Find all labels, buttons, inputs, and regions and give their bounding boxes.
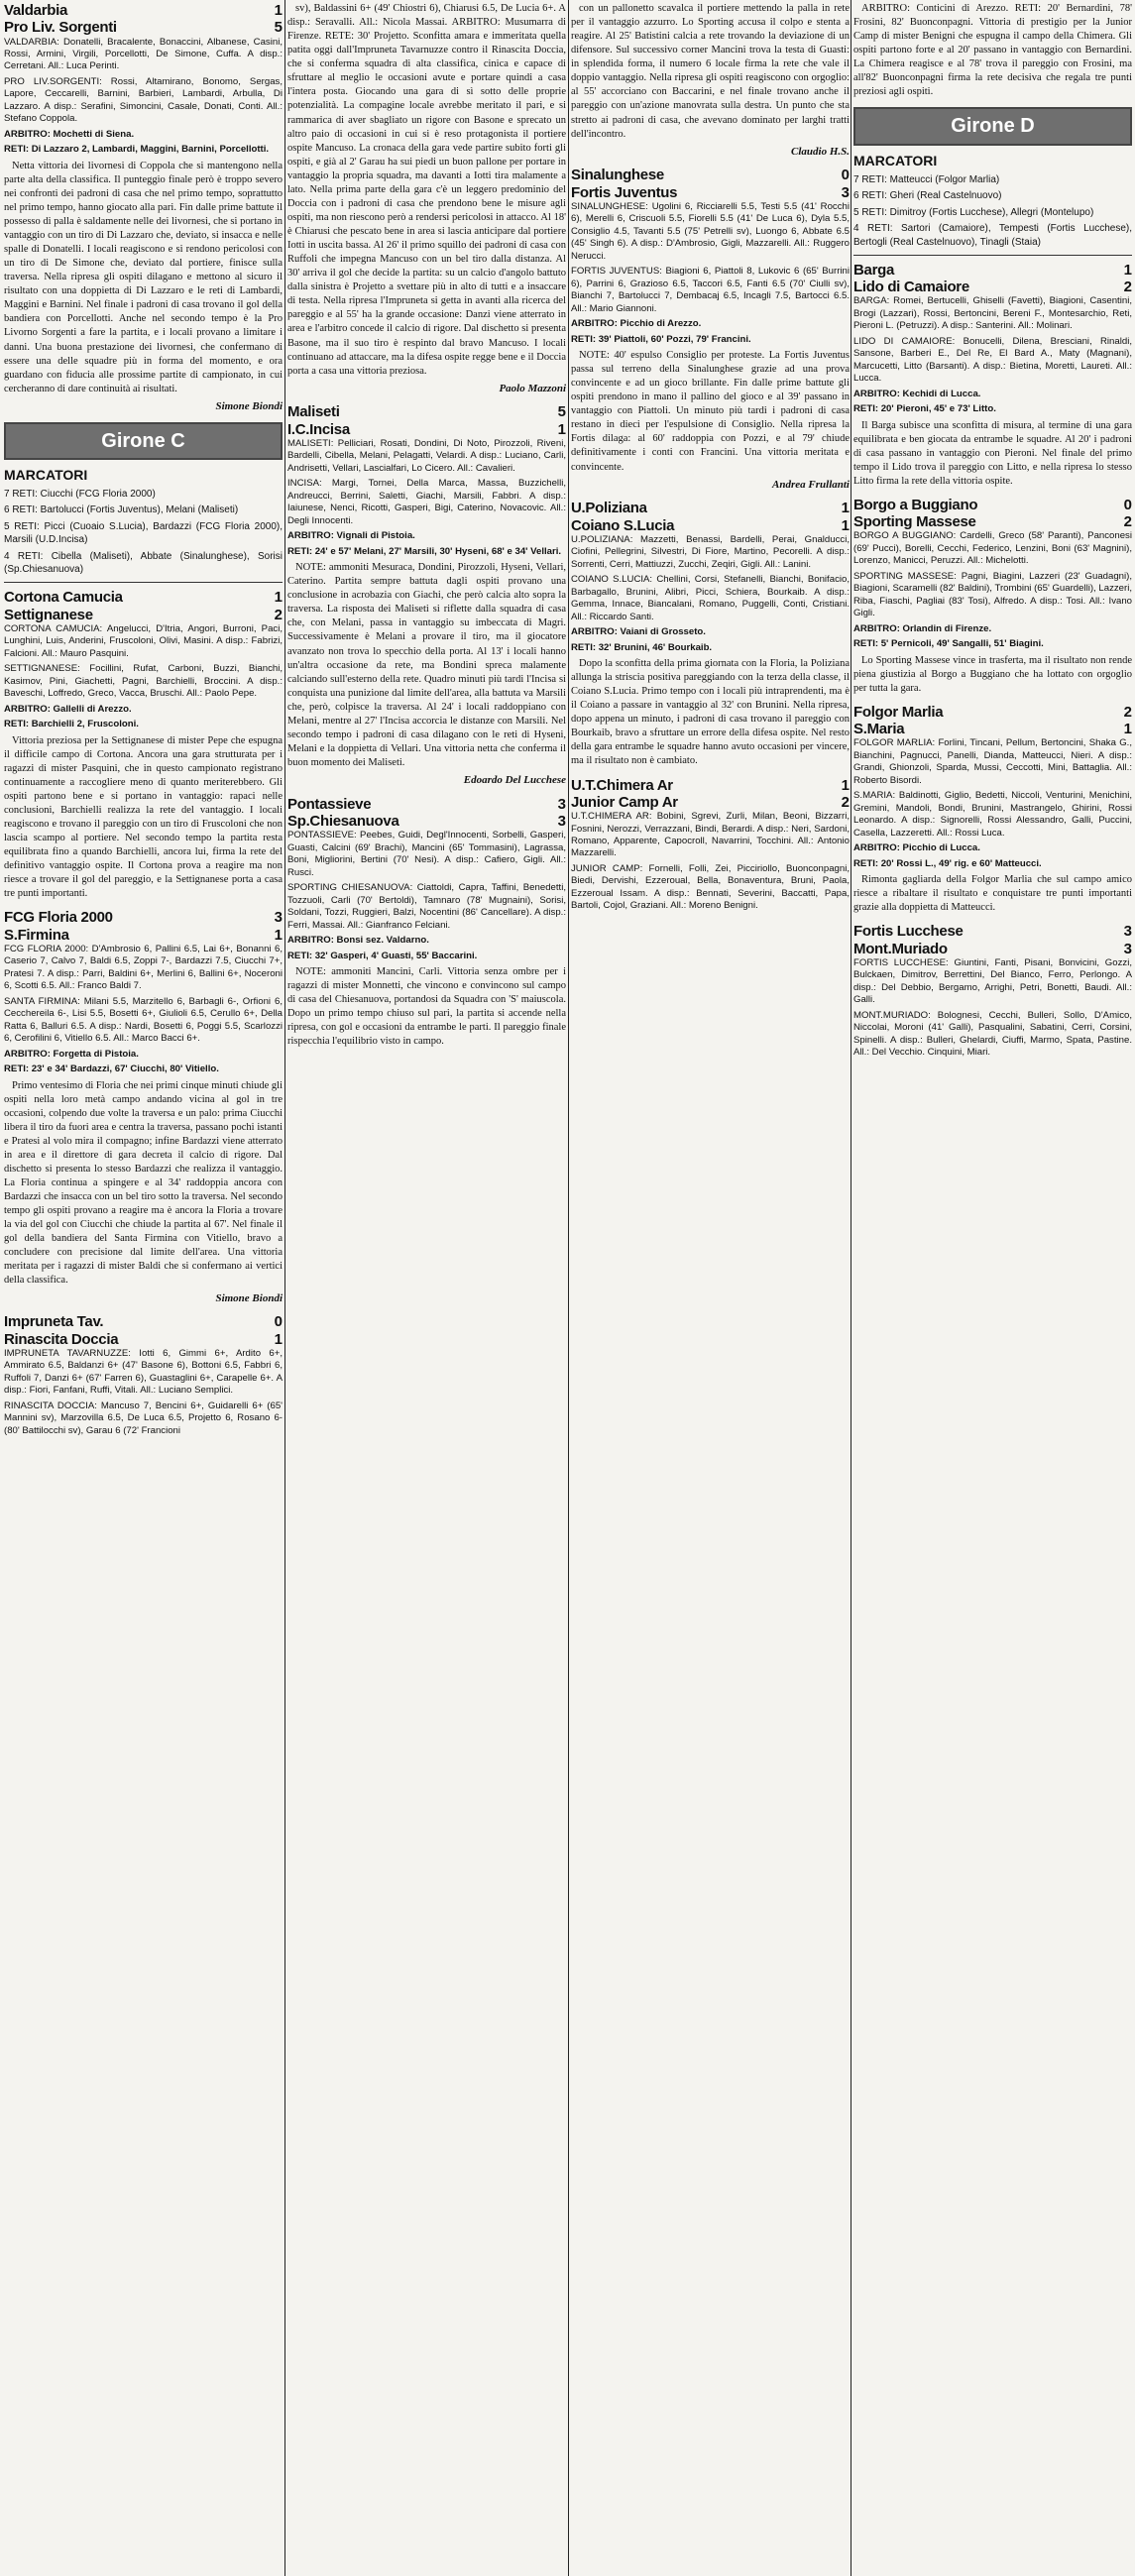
- away-team: Sporting Massese: [853, 513, 976, 531]
- home-team: Cortona Camucia: [4, 589, 123, 607]
- goals-line: RETI: 5' Pernicoli, 49' Sangalli, 51' Biagini.: [853, 638, 1044, 650]
- referee-line: ARBITRO: Gallelli di Arezzo.: [4, 703, 132, 715]
- away-lineup: RINASCITA DOCCIA: Mancuso 7, Bencini 6+, Guidarelli 6+ (65' Mannini sv), Marzovilla 6.5, De Luca 6.5, Projetto 6, Rosano 6- (80' Battilocchi sv), Garau 6 (72' Francioni: [4, 1400, 283, 1436]
- scorer-line: 6 RETI: Gheri (Real Castelnuovo): [853, 190, 1002, 202]
- home-team: Borgo a Buggiano: [853, 496, 978, 513]
- article-body: NOTE: ammoniti Mesuraca, Dondini, Pirozzoli, Hyseni, Vellari, Caterino. Partita sempre battuta dagli ospiti provano una conclusione in acrobazia con Giachi, che però calcia alto sopra la traversa. La risposta dei Maliseti si riflette dalla squadra di casa che, con Melani, passa in vantaggio su imbeccata di Magri. Successivamente è Melani a provare il tiro, ma il giocatore avanzato non trova lo specchio della porta. Al 13' i locali hanno un'altra occasione da rete, ma Bondini spreca malamente calciando sull'esterno della rete. Quadro minuti più tardi l'Incisa si conquista una punizione dal limite dell'area, alla battuta va Marsili che, però, colpisce la traversa. Al 24' i locali raddoppiano con Melani, mentre al 27' l'Incisa accorcia le distanze con Marsili. Nel secondo tempo i padroni di casa dilagano con le reti di Hyseni, Melani e la doppietta di Vellari. Una vittoria netta che conferma il buon momento dei Maliseti.: [287, 562, 566, 769]
- article-body: sv), Baldassini 6+ (49' Chiostri 6), Chiarusi 6.5, De Lucia 6+. A disp.: Seravalli. All.: Nicola Massai. ARBITRO: Musumarra di Firenze. RETE: 30' Projetto. Sconfitta amara e immeritata quella patita oggi dall'Impruneta Tavarnuzze contro il Rinascita Doccia, che si conferma squadra di alta classifica, cinica e capace di sfruttare al meglio le occasioni avute e portare quindi a casa l'intera posta. Giocando una gara di sì sotto delle proprie potenzialità. La compagine locale avrebbe meritato il pari, e si rammarica di aver sbagliato un rigore con Basone e sprecato un altro paio di occasioni in cui si è reso protagonista il portiere ospite Mancuso. La cronaca della gara vede partire subito forti gli ospiti, e già al 2' Garau ha sui piedi un buon pallone per portare in vantaggio la propria squadra, ma davanti a Iotti tira malamente a lato. Nella prima parte della gara c'è un leggero predominio del Doccia con i padroni di casa che prendono bene le misure agli ospiti, ma non riescono però a rendersi pericolosi in attacco. Al 18' è Chiarusi che pescato bene in area si lascia anticipare dal portiere Iotti in uscita bassa. Al 26' il primo squillo dei padroni di casa con Ruffoli che impegna Mancuso con un bel tiro dalla distanza. Al 30' arriva il gol che decide la partita: su un calcio d'angolo battuto dalla sinistra è Projetto a svettare più in alto di tutti e a insaccare di testa. Nella ripresa l'Impruneta si getta in avanti alla ricerca del pareggio e al 55' ha la grande occasione: Danzi viene atterrato in area e l'arbitro concede il calcio di rigore. Dal dischetto si presenta Basone, ma il suo tiro è respinto dal bravo Mancuso. I locali continuano ad attaccare, ma la difesa ospite regge bene e il Doccia porta a casa una vittoria preziosa.: [287, 3, 566, 377]
- column-3: [571, 0, 850, 2576]
- scoreline-away: [4, 607, 283, 623]
- away-team: Mont.Muriado: [853, 940, 948, 957]
- away-score: 1: [274, 1330, 283, 1348]
- scorer-line: 7 RETI: Matteucci (Folgor Marlia): [853, 173, 1000, 185]
- away-team: Rinascita Doccia: [4, 1330, 119, 1348]
- article-byline: Simone Biondi: [215, 1291, 283, 1304]
- away-score: 3: [1123, 940, 1132, 957]
- scoreline-home: [287, 796, 566, 813]
- scorer-line: 5 RETI: Dimitroy (Fortis Lucchese), Allegri (Montelupo): [853, 206, 1094, 218]
- home-team: Barga: [853, 261, 895, 279]
- match-report: [853, 497, 1132, 696]
- scoreline-home: [853, 262, 1132, 279]
- match-report: [571, 167, 850, 492]
- home-team: Pontassieve: [287, 795, 372, 813]
- away-team: S.Firmina: [4, 926, 69, 944]
- scorers-title: MARCATORI: [4, 467, 88, 484]
- home-lineup: BARGA: Romei, Bertucelli, Ghiselli (Favetti), Biagioni, Casentini, Brogi (Lazzari), Rossi, Bertoncini, Bereni F., Montesarchio, Reti, Pieroni L. (Petruzzi). A disp.: Santerini. All.: Molinari.: [853, 295, 1132, 332]
- away-team: Lido di Camaiore: [853, 279, 969, 296]
- away-lineup: SANTA FIRMINA: Milani 5.5, Marzitello 6, Barbagli 6-, Orfioni 6, Cecchereila 6-, Lisi 5.5, Bosetti 6+, Giulioli 6.5, Cerullo 6+, Della Ratta 6, Balluri 6.5. A disp.: Nardi, Bosetti 6, Poggi 5.5, Scarlozzi 6, Cerofilini 6, Vitiello 6.5. All.: Marco Bacci 6+.: [4, 995, 283, 1045]
- away-lineup: FORTIS JUVENTUS: Biagioni 6, Piattoli 8, Lukovic 6 (65' Burrini 6), Parrini 6, Grazioso 6.5, Taccori 6.5, Fanti 6.5 (70' Ciulli sv), Bianchi 7, Bartolucci 7, Dembacaj 6.5, Incagli 7.5, Bartocci 6.5. All.: Mario Giannoni.: [571, 266, 850, 314]
- article-body: Rimonta gagliarda della Folgor Marlia che sul campo amico riesce a ribaltare il risultato e conquistare tre punti importanti grazie alla doppietta di Matteucci.: [853, 874, 1132, 914]
- scoreline-home: [853, 923, 1132, 940]
- article-body: NOTE: 40' espulso Consiglio per proteste. La Fortis Juventus passa sul terreno della Sinalunghese grazie ad una prova convincente e ad un gioco brillante. Fin dalle prime battute gli ospiti prendono in mano il pallino del gioco e al 39' passano in vantaggio con Piattoli. Un minuto più tardi i padroni di casa restano in dieci per l'espulsione di Consiglio. Nella ripresa la Fortis dilaga: al 60' raddoppia con Pozzi, e al 79' chiude definitivamente i conti con Francini. Una vittoria meritata e convincente.: [571, 350, 850, 473]
- article-byline: Simone Biondi: [215, 399, 283, 412]
- match-report: [571, 500, 850, 768]
- article-body: Dopo la sconfitta della prima giornata con la Floria, la Poliziana allunga la striscia positiva pareggiando con la terza della classe, il Coiano S.Lucia. Primo tempo con i locali più intraprendenti, ma è il Coiano a passare in vantaggio al 32' con Brunini. Nella ripresa, dopo appena un minuto, i padroni di casa trovano il pareggio con Bourkaib, bravo a sfruttare un errore della difesa ospite. Nel resto della gara entrambe le squadre hanno avuto occasioni per vincere, ma il risultato non è cambiato.: [571, 658, 850, 767]
- away-score: 1: [1123, 721, 1132, 738]
- away-lineup: SPORTING CHIESANUOVA: Ciattoldi, Capra, Taffini, Benedetti, Tozzuoli, Carli (70' Bertoldi), Tamnaro (78' Mugnaini), Sorisi, Soldani, Tozzi, Ruggieri, Balzi, Nocentini (86' Cancellare). A disp.: Ferri, Massai. All.: Gianfranco Felciani.: [287, 882, 566, 931]
- away-team: Junior Camp Ar: [571, 793, 678, 811]
- home-score: 3: [1123, 923, 1132, 941]
- referee-line: ARBITRO: Bonsi sez. Valdarno.: [287, 935, 429, 947]
- separator-rule: [853, 255, 1132, 256]
- scoreline-home: [853, 497, 1132, 513]
- home-lineup: CORTONA CAMUCIA: Angelucci, D'Itria, Angori, Burroni, Paci, Lunghini, Luis, Anderini, Fruscoloni, Olivi, Masini. A disp.: Fabrizi, Falcioni. All.: Mauro Pasquini.: [4, 622, 283, 659]
- away-lineup: JUNIOR CAMP: Fornelli, Folli, Zei, Picciriollo, Buonconpagni, Biedi, Dervishi, Ezzeroual, Bella, Bonaventura, Bruni, Paola, Ezzeroual Issam. A disp.: Bennati, Severini, Baccatti, Papa, Bartoli, Cojol, Graziani. All.: Moreno Benigni.: [571, 862, 850, 912]
- article-continuation: [287, 2, 566, 395]
- home-score: 1: [274, 2, 283, 19]
- scoreline-away: [571, 794, 850, 811]
- home-score: 5: [557, 403, 566, 421]
- home-lineup: BORGO A BUGGIANO: Cardelli, Greco (58' Paranti), Panconesi (69' Pucci), Borelli, Cecchi, Federico, Lenzini, Boni (63' Magnini), Lorenzo, Manicci, Peruzzi. All.: Michelotti.: [853, 530, 1132, 567]
- scoreline-away: [571, 517, 850, 534]
- home-score: 0: [274, 1313, 283, 1331]
- goals-line: RETI: 24' e 57' Melani, 27' Marsili, 30' Hyseni, 68' e 34' Vellari.: [287, 545, 562, 557]
- column-2: [287, 0, 566, 2576]
- away-team: Sp.Chiesanuova: [287, 813, 399, 831]
- match-report: [4, 2, 283, 414]
- goals-line: RETI: Di Lazzaro 2, Lambardi, Maggini, Barnini, Porcellotti.: [4, 144, 270, 156]
- home-team: Impruneta Tav.: [4, 1313, 104, 1331]
- match-report: [4, 1313, 283, 1437]
- article-body: ARBITRO: Conticini di Arezzo. RETI: 20' Bernardini, 78' Frosini, 82' Buonconpagni. Vittoria di prestigio per la Junior Camp di mister Benigni che espugna il campo della Chimera. Gli ospiti partono forte e al 20' passano in vantaggio con Bernardini. La Chimera reagisce e al 78' trova il pareggio con Frosini, ma all'82' Buonconpagni firma la rete decisiva che regala tre punti preziosi agli ospiti.: [853, 3, 1132, 98]
- goals-line: RETI: 32' Brunini, 46' Bourkaib.: [571, 641, 713, 653]
- article-body: Il Barga subisce una sconfitta di misura, al termine di una gara equilibrata e ben giocata da entrambe le squadre. Al 20' i padroni di casa passano in vantaggio con Pieroni. Nel finale del primo tempo il Lido trova il pareggio con Litto, e nella ripresa lo stesso Litto firma la rete della vittoria ospite.: [853, 419, 1132, 487]
- away-score: 3: [557, 813, 566, 831]
- home-score: 1: [841, 776, 850, 794]
- match-report: [853, 923, 1132, 1059]
- home-team: Fortis Lucchese: [853, 923, 964, 941]
- home-team: U.Poliziana: [571, 500, 647, 517]
- match-report: [853, 704, 1132, 915]
- scoreline-home: [287, 403, 566, 420]
- away-team: I.C.Incisa: [287, 420, 350, 438]
- home-team: Valdarbia: [4, 2, 68, 19]
- scoreline-home: [4, 1313, 283, 1330]
- away-score: 2: [274, 606, 283, 623]
- scoreline-away: [853, 279, 1132, 295]
- away-lineup: MONT.MURIADO: Bolognesi, Cecchi, Bulleri, Sollo, D'Amico, Niccolai, Moroni (41' Galli), Pasqualini, Sabatini, Cerri, Corsini, Spinelli. A disp.: Bulleri, Ghelardi, Ciuffi, Marmo, Spata, Pastine. All.: Del Vecchio. Cinquini, Miari.: [853, 1009, 1132, 1059]
- goals-line: RETI: 23' e 34' Bardazzi, 67' Ciucchi, 80' Vitiello.: [4, 1064, 219, 1075]
- home-lineup: IMPRUNETA TAVARNUZZE: Iotti 6, Gimmi 6+, Ardito 6+, Ammirato 6.5, Baldanzi 6+ (47' Basone 6), Bottoni 6.5, Fabbri 6, Ruffoli 7, Danzi 6+ (67' Farren 6), Guastaglini 6+, Carapelle 6+. A disp.: Fiori, Fanfani, Ruffi, Vitali. All.: Luciano Semplici.: [4, 1347, 283, 1397]
- scorer-line: 7 RETI: Ciucchi (FCG Floria 2000): [4, 489, 156, 501]
- away-lineup: S.MARIA: Baldinotti, Giglio, Bedetti, Niccoli, Venturini, Menichini, Gremini, Mandoli, Bondi, Brunini, Mastrangelo, Ghirini, Rossi Leonardo. A disp.: Signorelli, Rossi Alessandro, Galli, Puccini, Casella, Lazzeretti. All.: Rossi Luca.: [853, 790, 1132, 839]
- match-report: [4, 909, 283, 1305]
- article-body: NOTE: ammoniti Mancini, Carli. Vittoria senza ombre per i ragazzi di mister Monnetti, che vincono e convincono sul campo di casa del Chiesanuova, portandosi da Squadra con 'S' maiuscola. Dopo un primo tempo chiuso sul pari, la partita si accende nella ripresa, con gol e occasioni da entrambe le parti. Il pareggio finale rispecchia l'equilibrio visto in campo.: [287, 966, 566, 1048]
- home-score: 0: [1123, 496, 1132, 513]
- article-body: Primo ventesimo di Floria che nei primi cinque minuti chiude gli ospiti nella loro metà campo andando vicina al gol in tre occasioni, colpendo due volte la traversa e un palo: prima Ciucchi libera il tiro da fuori area e centra la traversa, passano pochi istanti e Pratesi al volo mira il compagno; infine Bardazzi viene atterrato in area e il direttore di gara decreta il calcio di rigore. Dal dischetto si presenta lo stesso Bardazzi che realizza il vantaggio. La Floria continua a spingere e al 34' raddoppia ancora con Bardazzi che insacca con un bel tiro sotto la traversa. Nel secondo tempo gli ospiti provano a reagire ma è ancora la Floria a trovare la via del gol con Ciucchi che chiude la partita al 67'. Nel finale il gol della bandiera del Santa Firmina con Vitiello, bravo a concludere con precisione dal limite dell'area. Una vittoria meritata per i ragazzi di mister Baldi che si confermano ai vertici della classifica.: [4, 1079, 283, 1287]
- article-body: Netta vittoria dei livornesi di Coppola che si mantengono nella parte alta della classifica. Il punteggio finale però è troppo severo nei confronti dei padroni di casa che nel primo tempo, soprattutto nel primo tempo, hanno giocato alla pari. Fin dalle prime battute il possesso di palla è saldamente nelle dei livornesi, che si portano in vantaggio con un tiro di Di Lazzaro che, deviato, si insacca e nelle spalle di Donatelli. I locali reagiscono e si rendono pericolosi con un tiro di De Simone che, deviato dal portiere, finisce sulla traversa. Nella ripresa gli ospiti dilagano e mettono al sicuro il risultato con una doppietta di Di Lazzaro e le reti di Lambardi, Maggini e Barnini. Nel finale i padroni di casa trovano il gol della bandiera con Porcellotti. Anche nel secondo tempo è la Pro Livorno Sorgenti a fare la partita, e i locali provano a limitare i danni. Una buona prestazione dei livornesi, che confermano di essere una delle squadre più in forma del momento, e ora guardano con fiducia alle prossime partite di campionato, in cui cercheranno di dare continuità ai risultati.: [4, 160, 283, 394]
- home-lineup: U.POLIZIANA: Mazzetti, Benassi, Bardelli, Perai, Gnalducci, Ciofini, Pellegrini, Silvestri, Di Fiore, Martino, Pecorelli. A disp.: Sorrenti, Cerri, Mattiuzzi, Zucchi, Zeqiri, Gigli. All.: Lanini.: [571, 533, 850, 570]
- home-score: 1: [274, 589, 283, 607]
- article-continuation: [571, 2, 850, 159]
- home-score: 3: [274, 909, 283, 927]
- match-report: [4, 589, 283, 901]
- away-lineup: SETTIGNANESE: Focillini, Rufat, Carboni, Buzzi, Bianchi, Kasimov, Pini, Giachetti, Pagni, Barchielli, Broccini. A disp.: Baveschi, Loffredo, Greco, Vacca, Bruschi. All.: Paolo Pepe.: [4, 663, 283, 700]
- referee-line: ARBITRO: Orlandin di Firenze.: [853, 622, 992, 634]
- referee-line: ARBITRO: Kechidi di Lucca.: [853, 388, 981, 399]
- away-team: Fortis Juventus: [571, 183, 678, 201]
- match-report: [853, 262, 1132, 489]
- scoreline-away: [853, 513, 1132, 530]
- away-team: Coiano S.Lucia: [571, 516, 675, 534]
- column-4: [853, 0, 1132, 2576]
- home-score: 0: [841, 167, 850, 184]
- scorers-title: MARCATORI: [853, 153, 938, 169]
- scorer-line: 4 RETI: Sartori (Camaiore), Tempesti (Fortis Lucchese), Bertogli (Real Castelnuovo), Tinagli (Staia): [853, 223, 1132, 248]
- away-score: 2: [1123, 279, 1132, 296]
- match-report: [287, 796, 566, 1050]
- article-byline: Andrea Frullanti: [772, 478, 850, 491]
- separator-rule: [4, 582, 283, 583]
- away-lineup: SPORTING MASSESE: Pagni, Biagini, Lazzeri (23' Guadagni), Biagioni, Scaramelli (82' Baldini), Trombini (65' Guardelli), Lazzeri, Riba, Fiaschi, Pagliai (83' Tosi), Alfredo. A disp.: Tosi. All.: Ivano Gigli.: [853, 570, 1132, 619]
- scorers-box: [4, 466, 283, 576]
- goals-line: RETI: 39' Piattoli, 60' Pozzi, 79' Francini.: [571, 333, 751, 345]
- scoreline-home: [571, 167, 850, 183]
- home-lineup: MALISETI: Pelliciari, Rosati, Dondini, Di Noto, Pirozzoli, Riveni, Bardelli, Cibella, Melani, Pelagatti, Velardi. A disp.: Luciano, Carli, Andrisetti, Vellari, Lascialfari, Lo Cicero. All.: Cavalieri.: [287, 437, 566, 474]
- scoreline-away: [853, 941, 1132, 957]
- article-byline: Paolo Mazzoni: [499, 382, 566, 394]
- article-byline: Edoardo Del Lucchese: [463, 774, 566, 787]
- referee-line: ARBITRO: Picchio di Arezzo.: [571, 318, 702, 330]
- group-banner: Girone C: [4, 422, 283, 461]
- scoreline-away: [571, 184, 850, 201]
- column-1: [4, 0, 283, 2576]
- scorer-line: 6 RETI: Bartolucci (Fortis Juventus), Melani (Maliseti): [4, 504, 239, 516]
- article-continuation: [853, 2, 1132, 99]
- article-body: Vittoria preziosa per la Settignanese di mister Pepe che espugna il difficile campo di Cortona. Ancora una gara strutturata per i ragazzi di mister Pasquini, che in questo campionato registrano continuamente a raccogliere meno di quanto meriterebbero. Gli ospiti partono bene e si portano in vantaggio: rapaci nelle conclusioni, Barchielli realizza la rete del vantaggio. I locali reagiscono e trovano il pareggio con un tiro di Fruscoloni che non lascia scampo al portiere. Nel secondo tempo la partita resta equilibrata fino a quando Barchielli, ancora lui, firma la rete del definitivo vantaggio ospite. Il Cortona prova a reagire ma non riesce a trovare il gol del pareggio, e la Settignanese porta a casa tre punti importanti.: [4, 734, 283, 900]
- away-score: 3: [841, 183, 850, 201]
- away-lineup: PRO LIV.SORGENTI: Rossi, Altamirano, Bonomo, Sergas, Lapore, Ceccarelli, Barnini, Barbieri, Lambardi, Arbulla, Di Lazzaro. A disp.: Serafini, Simoncini, Casale, Donati, Conti. All.: Stefano Coppola.: [4, 75, 283, 125]
- home-team: Folgor Marlia: [853, 703, 944, 721]
- scoreline-home: [4, 2, 283, 19]
- goals-line: RETI: 20' Rossi L., 49' rig. e 60' Matteucci.: [853, 857, 1042, 869]
- article-body: Lo Sporting Massese vince in trasferta, ma il risultato non rende piena giustizia al Borgo a Buggiano che ha lottato con orgoglio per tutta la gara.: [853, 654, 1132, 694]
- away-team: Settignanese: [4, 606, 93, 623]
- referee-line: ARBITRO: Vignali di Pistoia.: [287, 530, 415, 542]
- column-divider: [284, 0, 285, 2576]
- home-lineup: FCG FLORIA 2000: D'Ambrosio 6, Pallini 6.5, Lai 6+, Bonanni 6, Caserio 7, Calvo 7, Baldi 6.5, Zoppi 7-, Bardazzi 7.5, Ciucchi 7+, Pratesi 7. A disp.: Parri, Baldini 6+, Merlini 6, Ballini 6+, Noceroni 6, Scotti 6.5. All.: Franco Baldi 7.: [4, 943, 283, 992]
- scorers-box: [853, 152, 1132, 249]
- home-lineup: FOLGOR MARLIA: Forlini, Tincani, Pellum, Bertoncini, Shaka G., Bianchini, Pagnucci, Panelli, Dianda, Matteucci, Nieri. A disp.: Grandi, Ghionzoli, Sparda, Mussi, Ceccotti, Mini, Battaglia. All.: Roberto Bisordi.: [853, 737, 1132, 786]
- scoreline-home: [853, 704, 1132, 721]
- away-score: 2: [841, 793, 850, 811]
- away-team: Pro Liv. Sorgenti: [4, 19, 117, 37]
- away-score: 1: [557, 420, 566, 438]
- scoreline-away: [853, 721, 1132, 737]
- column-divider: [568, 0, 569, 2576]
- referee-line: ARBITRO: Forgetta di Pistoia.: [4, 1048, 139, 1060]
- home-team: U.T.Chimera Ar: [571, 776, 673, 794]
- goals-line: RETI: Barchielli 2, Fruscoloni.: [4, 719, 139, 730]
- scoreline-away: [4, 1331, 283, 1348]
- scoreline-home: [571, 777, 850, 794]
- referee-line: ARBITRO: Vaiani di Grosseto.: [571, 626, 706, 638]
- home-score: 3: [557, 795, 566, 813]
- home-score: 2: [1123, 703, 1132, 721]
- scoreline-away: [287, 421, 566, 438]
- home-lineup: U.T.CHIMERA AR: Bobini, Sgrevi, Zurli, Milan, Beoni, Bizzarri, Fosnini, Nerozzi, Verrazzani, Bindi, Berardi. A disp.: Neri, Sardoni, Romano, Apparente, Capocroll, Navarrini, Tocchini. All.: Antonio Mazzarelli.: [571, 811, 850, 859]
- away-score: 1: [841, 516, 850, 534]
- home-lineup: SINALUNGHESE: Ugolini 6, Ricciarelli 5.5, Testi 5.5 (41' Rocchi 6), Merelli 6, Criscuoli 5.5, Fiorelli 5.5 (41' De Luca 6), Dyla 5.5, Consiglio 4.5, Tavanti 5.5 (75' Petrelli sv), Luongo 6, Abbate 6.5 (45' Singh 6). A disp.: D'Ambrosio, Gigli, Mazzarelli. All.: Ruggero Nerucci.: [571, 200, 850, 262]
- scoreline-home: [571, 500, 850, 516]
- home-team: Maliseti: [287, 403, 340, 421]
- scoreline-away: [4, 19, 283, 36]
- match-report: [571, 777, 850, 913]
- home-score: 1: [1123, 261, 1132, 279]
- home-lineup: FORTIS LUCCHESE: Giuntini, Fanti, Pisani, Bonvicini, Gozzi, Bulckaen, Dimitrov, Berrettini, Del Bianco, Ferro, Perlongo. A disp.: Del Debbio, Bergamo, Arrighi, Petri, Bonetti, Baudi. All.: Galli.: [853, 956, 1132, 1006]
- away-score: 1: [274, 926, 283, 944]
- away-lineup: COIANO S.LUCIA: Chellini, Corsi, Stefanelli, Bianchi, Bonifacio, Barbagallo, Brunini, Alibri, Picci, Schiera, Bourkaib. A disp.: Gemma, Innace, Biancalani, Romano, Puggelli, Conti, Cristiani. All.: Riccardo Santi.: [571, 574, 850, 622]
- home-lineup: PONTASSIEVE: Peebes, Guidi, Degl'Innocenti, Sorbelli, Gasperi, Guasti, Calcini (69' Brachi), Mancini (65' Tommasini), Lagrassa, Boni, Migliorini, Bertini (70' Nesi). A disp.: Cafiero, Gigli. All.: Rusci.: [287, 830, 566, 878]
- scoreline-home: [4, 909, 283, 926]
- referee-line: ARBITRO: Picchio di Lucca.: [853, 842, 980, 854]
- goals-line: RETI: 32' Gasperi, 4' Guasti, 55' Baccarini.: [287, 950, 478, 961]
- away-score: 5: [274, 19, 283, 37]
- group-banner: Girone D: [853, 107, 1132, 146]
- scoreline-away: [287, 813, 566, 830]
- home-team: FCG Floria 2000: [4, 909, 113, 927]
- scorer-line: 5 RETI: Picci (Cuoaio S.Lucia), Bardazzi (FCG Floria 2000), Marsili (U.D.Incisa): [4, 520, 283, 546]
- scorer-line: 4 RETI: Cibella (Maliseti), Abbate (Sinalunghese), Sorisi (Sp.Chiesanuova): [4, 550, 283, 576]
- match-report: [287, 403, 566, 787]
- away-lineup: LIDO DI CAMAIORE: Bonucelli, Dilena, Bresciani, Rinaldi, Sansone, Barberi E., Del Re, El Bard A., Maty (Magnani), Marcucetti, Litto (Barsanti). A disp.: Bietina, Moretti, Laureti. All.: Lucca.: [853, 335, 1132, 385]
- scoreline-away: [4, 927, 283, 944]
- home-team: Sinalunghese: [571, 167, 664, 184]
- article-body: con un pallonetto scavalca il portiere mettendo la palla in rete per il vantaggio azzurro. Lo Sporting accusa il colpo e stenta a reagire. Al 25' Batistini calcia a rete trovando la deviazione di un difensore. Sul successivo corner Mancini trova la testa di Guasti: in splendida forma, il numero 6 locale firma la rete che vale il doppio vantaggio. Nella ripresa gli ospiti reagiscono con orgoglio: al 55' accorciano con Baccarini, e nel finale trovano anche il pareggio con un'azione manovrata sulla destra. Un punto che sta stretto ai padroni di casa, che avevano dominato per larghi tratti dell'incontro.: [571, 3, 850, 140]
- article-byline: Claudio H.S.: [791, 145, 850, 158]
- away-score: 2: [1123, 513, 1132, 531]
- goals-line: RETI: 20' Pieroni, 45' e 73' Litto.: [853, 403, 996, 415]
- referee-line: ARBITRO: Mochetti di Siena.: [4, 128, 135, 140]
- home-lineup: VALDARBIA: Donatelli, Bracalente, Bonaccini, Albanese, Casini, Rossi, Armini, Virgili, Porcellotti, De Simone, Cuffa. A disp.: Cerretani. All.: Luca Perinti.: [4, 36, 283, 72]
- away-team: S.Maria: [853, 721, 905, 738]
- away-lineup: INCISA: Margi, Tornei, Della Marca, Massa, Buzzichelli, Andreucci, Berrini, Saletti, Giachi, Marsili, Fabbri. A disp.: Iaiunese, Nenci, Ricotti, Gasperi, Bigi, Caterino, Novacovic. All.: Degli Innocenti.: [287, 478, 566, 526]
- home-score: 1: [841, 500, 850, 517]
- scoreline-home: [4, 589, 283, 606]
